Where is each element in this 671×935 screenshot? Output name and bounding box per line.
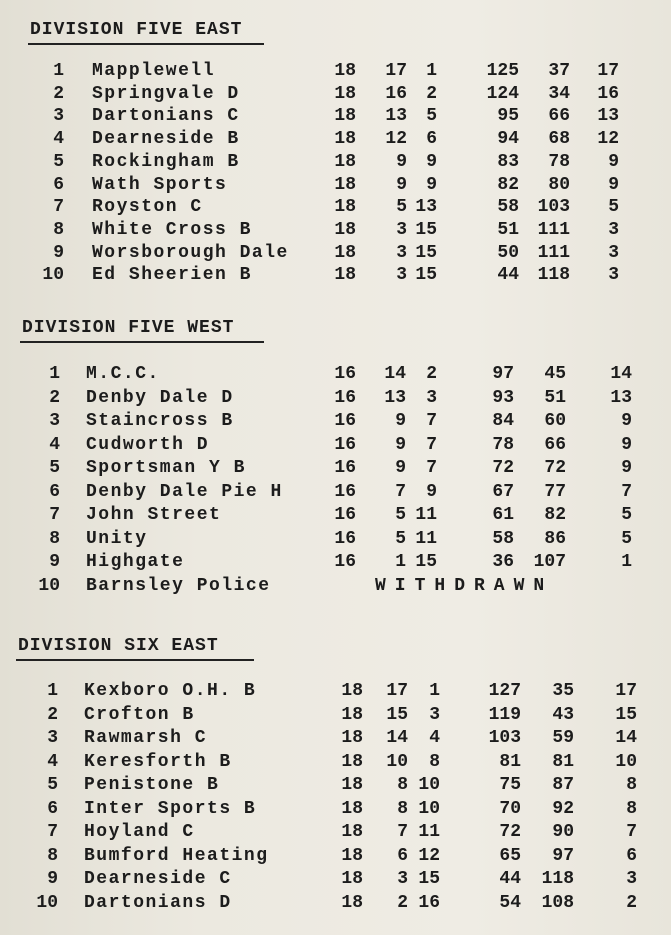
team-name: Mapplewell <box>92 61 216 81</box>
lost-cell: 15 <box>415 552 437 572</box>
table-row <box>0 243 671 265</box>
points-against-cell: 66 <box>548 106 570 127</box>
table-row <box>0 752 671 774</box>
won-cell: 5 <box>395 528 406 549</box>
team-name: Denby Dale Pie H <box>86 481 283 502</box>
won-cell: 2 <box>397 892 408 913</box>
played-cell: 18 <box>341 775 363 795</box>
played-cell: 18 <box>334 174 356 195</box>
played-cell: 18 <box>334 129 356 150</box>
won-cell: 7 <box>397 822 408 842</box>
table-row <box>0 84 671 106</box>
withdrawn-label: WITHDRAWN <box>375 575 554 596</box>
points-against-cell: 60 <box>544 411 566 431</box>
table-row <box>0 822 671 844</box>
points-cell: 3 <box>608 265 619 286</box>
points-cell: 9 <box>621 458 632 478</box>
points-for-cell: 94 <box>497 129 519 150</box>
played-cell: 18 <box>341 751 363 772</box>
points-against-cell: 108 <box>541 892 574 913</box>
points-cell: 16 <box>597 83 619 104</box>
lost-cell: 7 <box>426 458 437 478</box>
table-row <box>0 175 671 197</box>
played-cell: 16 <box>334 411 356 431</box>
team-name: Highgate <box>86 552 185 572</box>
position-number: 3 <box>53 106 64 127</box>
won-cell: 3 <box>396 265 407 286</box>
played-cell: 16 <box>334 434 356 455</box>
points-for-cell: 72 <box>492 458 514 478</box>
won-cell: 3 <box>396 242 407 263</box>
lost-cell: 7 <box>426 434 437 455</box>
table-row <box>0 705 671 727</box>
played-cell: 18 <box>334 197 356 218</box>
points-against-cell: 37 <box>548 61 570 81</box>
points-cell: 9 <box>608 151 619 172</box>
points-against-cell: 111 <box>537 242 570 263</box>
points-for-cell: 82 <box>497 174 519 195</box>
position-number: 3 <box>49 411 60 431</box>
points-against-cell: 45 <box>544 364 566 384</box>
table-row <box>0 799 671 821</box>
points-cell: 9 <box>621 411 632 431</box>
points-for-cell: 61 <box>492 505 514 525</box>
heading-underline <box>16 659 254 661</box>
heading-underline <box>28 43 264 45</box>
position-number: 9 <box>47 869 58 889</box>
points-for-cell: 67 <box>492 481 514 502</box>
points-against-cell: 66 <box>544 434 566 455</box>
position-number: 8 <box>53 219 64 240</box>
points-against-cell: 34 <box>548 83 570 104</box>
position-number: 6 <box>49 481 60 502</box>
points-cell: 13 <box>597 106 619 127</box>
played-cell: 18 <box>334 83 356 104</box>
position-number: 4 <box>53 129 64 150</box>
points-cell: 9 <box>608 174 619 195</box>
played-cell: 18 <box>334 265 356 286</box>
points-cell: 15 <box>615 704 637 725</box>
position-number: 1 <box>53 61 64 81</box>
lost-cell: 9 <box>426 481 437 502</box>
won-cell: 15 <box>386 704 408 725</box>
points-for-cell: 36 <box>492 552 514 572</box>
team-name: Dartonians C <box>92 106 240 127</box>
points-against-cell: 118 <box>537 265 570 286</box>
position-number: 2 <box>47 704 58 725</box>
table-row <box>0 576 671 598</box>
points-for-cell: 124 <box>486 83 519 104</box>
division-heading: DIVISION FIVE WEST <box>22 318 235 338</box>
points-cell: 6 <box>626 845 637 866</box>
points-cell: 5 <box>608 197 619 218</box>
table-row <box>0 435 671 457</box>
played-cell: 18 <box>341 822 363 842</box>
played-cell: 18 <box>334 219 356 240</box>
points-cell: 9 <box>621 434 632 455</box>
points-against-cell: 51 <box>544 387 566 408</box>
table-row <box>0 106 671 128</box>
points-for-cell: 72 <box>499 822 521 842</box>
heading-underline <box>20 341 264 343</box>
played-cell: 18 <box>334 151 356 172</box>
played-cell: 16 <box>334 505 356 525</box>
lost-cell: 3 <box>429 704 440 725</box>
lost-cell: 12 <box>418 845 440 866</box>
points-for-cell: 50 <box>497 242 519 263</box>
table-row <box>0 411 671 433</box>
points-against-cell: 82 <box>544 505 566 525</box>
won-cell: 13 <box>384 387 406 408</box>
played-cell: 16 <box>334 387 356 408</box>
lost-cell: 6 <box>426 129 437 150</box>
team-name: Hoyland C <box>84 822 195 842</box>
points-cell: 17 <box>597 61 619 81</box>
points-against-cell: 118 <box>541 869 574 889</box>
position-number: 8 <box>47 845 58 866</box>
position-number: 5 <box>53 151 64 172</box>
team-name: Cudworth D <box>86 434 210 455</box>
position-number: 7 <box>49 505 60 525</box>
won-cell: 5 <box>395 505 406 525</box>
points-for-cell: 51 <box>497 219 519 240</box>
points-cell: 5 <box>621 528 632 549</box>
played-cell: 18 <box>341 892 363 913</box>
points-cell: 7 <box>626 822 637 842</box>
points-cell: 2 <box>626 892 637 913</box>
position-number: 3 <box>47 728 58 748</box>
points-against-cell: 81 <box>552 751 574 772</box>
played-cell: 18 <box>341 681 363 701</box>
points-for-cell: 125 <box>486 61 519 81</box>
points-against-cell: 59 <box>552 728 574 748</box>
table-row <box>0 61 671 83</box>
points-for-cell: 119 <box>488 704 521 725</box>
lost-cell: 4 <box>429 728 440 748</box>
points-against-cell: 43 <box>552 704 574 725</box>
played-cell: 18 <box>334 106 356 127</box>
team-name: Barnsley Police <box>86 575 271 596</box>
position-number: 10 <box>36 892 58 913</box>
played-cell: 18 <box>334 61 356 81</box>
won-cell: 14 <box>384 364 406 384</box>
table-row <box>0 388 671 410</box>
points-cell: 3 <box>626 869 637 889</box>
position-number: 6 <box>53 174 64 195</box>
played-cell: 16 <box>334 481 356 502</box>
table-row <box>0 505 671 527</box>
won-cell: 5 <box>396 197 407 218</box>
team-name: Inter Sports B <box>84 798 257 819</box>
position-number: 2 <box>53 83 64 104</box>
lost-cell: 7 <box>426 411 437 431</box>
lost-cell: 10 <box>418 775 440 795</box>
points-against-cell: 107 <box>533 552 566 572</box>
points-cell: 17 <box>615 681 637 701</box>
won-cell: 17 <box>386 681 408 701</box>
points-cell: 3 <box>608 219 619 240</box>
points-cell: 8 <box>626 775 637 795</box>
points-against-cell: 97 <box>552 845 574 866</box>
points-against-cell: 92 <box>552 798 574 819</box>
team-name: Denby Dale D <box>86 387 234 408</box>
position-number: 6 <box>47 798 58 819</box>
position-number: 5 <box>47 775 58 795</box>
team-name: John Street <box>86 505 222 525</box>
position-number: 7 <box>53 197 64 218</box>
points-for-cell: 65 <box>499 845 521 866</box>
lost-cell: 1 <box>429 681 440 701</box>
won-cell: 14 <box>386 728 408 748</box>
played-cell: 18 <box>341 798 363 819</box>
lost-cell: 15 <box>415 265 437 286</box>
won-cell: 17 <box>385 61 407 81</box>
table-row <box>0 265 671 287</box>
position-number: 8 <box>49 528 60 549</box>
team-name: Springvale D <box>92 83 240 104</box>
table-row <box>0 364 671 386</box>
won-cell: 1 <box>395 552 406 572</box>
points-against-cell: 68 <box>548 129 570 150</box>
table-row <box>0 681 671 703</box>
points-cell: 5 <box>621 505 632 525</box>
table-row <box>0 893 671 915</box>
won-cell: 9 <box>396 151 407 172</box>
lost-cell: 3 <box>426 387 437 408</box>
points-against-cell: 90 <box>552 822 574 842</box>
lost-cell: 8 <box>429 751 440 772</box>
points-for-cell: 58 <box>497 197 519 218</box>
points-against-cell: 87 <box>552 775 574 795</box>
table-row <box>0 728 671 750</box>
position-number: 7 <box>47 822 58 842</box>
won-cell: 3 <box>396 219 407 240</box>
position-number: 5 <box>49 458 60 478</box>
points-against-cell: 86 <box>544 528 566 549</box>
lost-cell: 2 <box>426 83 437 104</box>
table-row <box>0 152 671 174</box>
played-cell: 16 <box>334 364 356 384</box>
played-cell: 16 <box>334 458 356 478</box>
won-cell: 9 <box>395 434 406 455</box>
points-for-cell: 58 <box>492 528 514 549</box>
played-cell: 16 <box>334 528 356 549</box>
lost-cell: 9 <box>426 151 437 172</box>
lost-cell: 15 <box>418 869 440 889</box>
played-cell: 18 <box>341 845 363 866</box>
points-cell: 14 <box>610 364 632 384</box>
points-cell: 8 <box>626 798 637 819</box>
team-name: Keresforth B <box>84 751 232 772</box>
won-cell: 12 <box>385 129 407 150</box>
points-cell: 12 <box>597 129 619 150</box>
position-number: 1 <box>49 364 60 384</box>
lost-cell: 10 <box>418 798 440 819</box>
lost-cell: 2 <box>426 364 437 384</box>
lost-cell: 9 <box>426 174 437 195</box>
points-cell: 7 <box>621 481 632 502</box>
played-cell: 18 <box>341 728 363 748</box>
won-cell: 9 <box>395 411 406 431</box>
team-name: Worsborough Dale <box>92 242 289 263</box>
won-cell: 6 <box>397 845 408 866</box>
won-cell: 8 <box>397 775 408 795</box>
table-row <box>0 482 671 504</box>
lost-cell: 11 <box>418 822 440 842</box>
played-cell: 18 <box>341 869 363 889</box>
lost-cell: 13 <box>415 197 437 218</box>
table-row <box>0 458 671 480</box>
position-number: 9 <box>53 242 64 263</box>
table-row <box>0 775 671 797</box>
team-name: Dearneside B <box>92 129 240 150</box>
team-name: Staincross B <box>86 411 234 431</box>
table-row <box>0 529 671 551</box>
points-against-cell: 80 <box>548 174 570 195</box>
division-heading: DIVISION SIX EAST <box>18 636 219 656</box>
lost-cell: 5 <box>426 106 437 127</box>
points-cell: 10 <box>615 751 637 772</box>
team-name: Sportsman Y B <box>86 458 246 478</box>
won-cell: 10 <box>386 751 408 772</box>
team-name: Rawmarsh C <box>84 728 208 748</box>
team-name: Dartonians D <box>84 892 232 913</box>
team-name: Bumford Heating <box>84 845 269 866</box>
position-number: 4 <box>47 751 58 772</box>
points-for-cell: 54 <box>499 892 521 913</box>
table-row <box>0 869 671 891</box>
team-name: Rockingham B <box>92 151 240 172</box>
points-for-cell: 83 <box>497 151 519 172</box>
points-for-cell: 127 <box>488 681 521 701</box>
points-for-cell: 70 <box>499 798 521 819</box>
points-against-cell: 103 <box>537 197 570 218</box>
position-number: 4 <box>49 434 60 455</box>
points-for-cell: 44 <box>497 265 519 286</box>
points-for-cell: 44 <box>499 869 521 889</box>
points-for-cell: 75 <box>499 775 521 795</box>
played-cell: 18 <box>334 242 356 263</box>
team-name: White Cross B <box>92 219 252 240</box>
points-for-cell: 103 <box>488 728 521 748</box>
points-against-cell: 111 <box>537 219 570 240</box>
team-name: Dearneside C <box>84 869 232 889</box>
position-number: 9 <box>49 552 60 572</box>
position-number: 2 <box>49 387 60 408</box>
table-row <box>0 846 671 868</box>
position-number: 10 <box>42 265 64 286</box>
points-for-cell: 84 <box>492 411 514 431</box>
division-heading: DIVISION FIVE EAST <box>30 20 243 40</box>
position-number: 10 <box>38 575 60 596</box>
position-number: 1 <box>47 681 58 701</box>
team-name: Unity <box>86 528 148 549</box>
won-cell: 9 <box>395 458 406 478</box>
points-for-cell: 78 <box>492 434 514 455</box>
won-cell: 16 <box>385 83 407 104</box>
points-against-cell: 72 <box>544 458 566 478</box>
points-against-cell: 35 <box>552 681 574 701</box>
lost-cell: 15 <box>415 219 437 240</box>
points-against-cell: 77 <box>544 481 566 502</box>
lost-cell: 15 <box>415 242 437 263</box>
won-cell: 9 <box>396 174 407 195</box>
table-row <box>0 129 671 151</box>
lost-cell: 11 <box>415 528 437 549</box>
won-cell: 7 <box>395 481 406 502</box>
points-against-cell: 78 <box>548 151 570 172</box>
lost-cell: 16 <box>418 892 440 913</box>
points-cell: 3 <box>608 242 619 263</box>
won-cell: 13 <box>385 106 407 127</box>
played-cell: 18 <box>341 704 363 725</box>
lost-cell: 1 <box>426 61 437 81</box>
points-cell: 14 <box>615 728 637 748</box>
table-row <box>0 220 671 242</box>
won-cell: 3 <box>397 869 408 889</box>
points-for-cell: 97 <box>492 364 514 384</box>
points-for-cell: 95 <box>497 106 519 127</box>
table-row <box>0 197 671 219</box>
lost-cell: 11 <box>415 505 437 525</box>
table-row <box>0 552 671 574</box>
team-name: Penistone B <box>84 775 220 795</box>
points-cell: 1 <box>621 552 632 572</box>
points-for-cell: 93 <box>492 387 514 408</box>
points-for-cell: 81 <box>499 751 521 772</box>
team-name: Royston C <box>92 197 203 218</box>
team-name: Wath Sports <box>92 174 228 195</box>
won-cell: 8 <box>397 798 408 819</box>
team-name: Crofton B <box>84 704 195 725</box>
played-cell: 16 <box>334 552 356 572</box>
team-name: Ed Sheerien B <box>92 265 252 286</box>
team-name: M.C.C. <box>86 364 160 384</box>
team-name: Kexboro O.H. B <box>84 681 257 701</box>
points-cell: 13 <box>610 387 632 408</box>
